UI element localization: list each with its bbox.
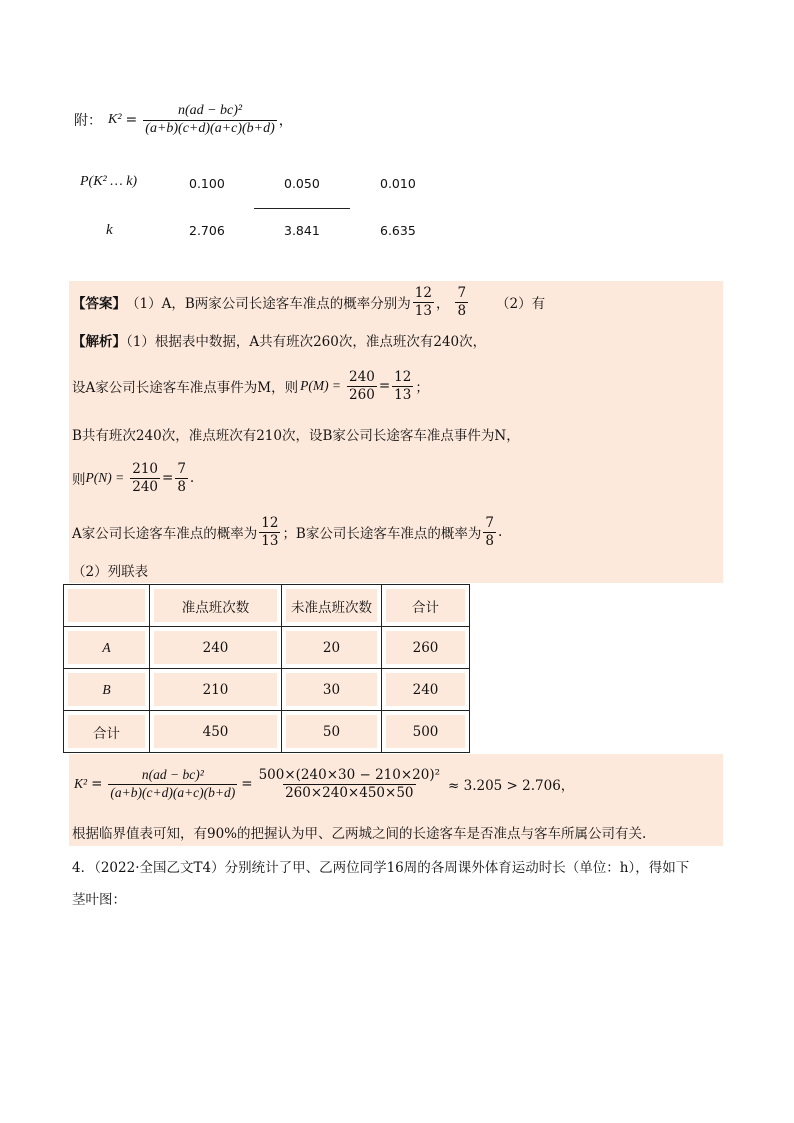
conclusion: 根据临界值表可知，有90%的把握认为甲、乙两城之间的长途客车是否准点与客车所属公司有关. — [72, 826, 647, 842]
row-label: 合计 — [68, 715, 145, 748]
header-cell: 合计 — [386, 589, 465, 622]
answer-label: 【答案】 — [72, 296, 126, 312]
p-label: P(K² … k) — [80, 174, 138, 189]
p-value-1: 0.100 — [189, 176, 225, 191]
k-label: k — [106, 222, 113, 238]
k-value-3: 6.635 — [380, 223, 416, 238]
p-value-3: 0.010 — [380, 176, 416, 191]
table-cell: 50 — [286, 715, 377, 748]
table-cell: 210 — [154, 673, 277, 706]
table-row — [64, 627, 470, 669]
table-cell: 30 — [286, 673, 377, 706]
formula-denominator: (a+b)(c+d)(a+c)(b+d) — [145, 120, 275, 136]
table-cell: 20 — [286, 631, 377, 664]
table-cell: 450 — [154, 715, 277, 748]
formula-fraction — [143, 104, 277, 136]
header-cell — [68, 589, 145, 622]
formula-numerator: n(ad − bc)² — [177, 103, 243, 118]
table-cell: 260 — [386, 631, 465, 664]
header-cell: 未准点班次数 — [286, 589, 377, 622]
analysis-line-4: 则 P(N) = $\frac{210}{240}$ = $\frac{7}{8}$ . — [72, 461, 195, 495]
analysis-line-6: （2）列联表 — [72, 564, 149, 580]
table-divider — [254, 208, 350, 209]
answer-part2: （2）有 — [496, 296, 546, 312]
formula-suffix: ， — [278, 113, 293, 130]
table-cell: 500 — [386, 715, 465, 748]
analysis-line-3: B共有班次240次，准点班次有210次，设B家公司长途客车准点事件为N， — [72, 428, 520, 444]
k-value-2: 3.841 — [284, 223, 320, 238]
analysis-line-5: A家公司长途客车准点的概率为 $\frac{12}{13}$ ；B家公司长途客车准点的概率为 $\frac{7}{8}$ . — [72, 515, 503, 549]
analysis-label: 【解析】 — [72, 334, 126, 350]
formula-prefix: 附： — [74, 113, 102, 130]
answer-line: 【答案】 （1）A，B两家公司长途客车准点的概率分别为 $\frac{12}{13}$ ， $\frac{7}{8}$ （2）有 — [72, 285, 546, 319]
answer-fraction-1: $\frac{12}{13}$ — [414, 285, 432, 319]
answer-part1: （1）A，B两家公司长途客车准点的概率分别为 — [126, 296, 411, 312]
analysis-line-2: 设A家公司长途客车准点事件为M，则 P(M) = $\frac{240}{260}$ = $\frac{12}{13}$ ； — [72, 369, 429, 403]
formula-lhs: K² — [108, 112, 122, 128]
table-row — [64, 711, 470, 753]
answer-fraction-2: $\frac{7}{8}$ — [457, 285, 467, 319]
table-cell: 240 — [154, 631, 277, 664]
k-value-1: 2.706 — [189, 223, 225, 238]
p-value-2: 0.050 — [284, 176, 320, 191]
table-header-row — [64, 585, 470, 627]
question-4-line-1: 4．（2022·全国乙文T4）分别统计了甲、乙两位同学16周的各周课外体育运动时长（单位：h），得如下 — [72, 860, 690, 876]
computation-line: K² = $\frac{\text{n(ad − bc)²}}{(a+b)(c+d)(a+c)(b+d)}$ = $\frac{\text{500×(240×30 − 210×20)²}}{260\times 240\times 450\times 50}$ ≈ 3.205 > 2.706， — [74, 767, 575, 801]
formula-line: 附： K² = $\frac{\text{n(ad − bc)²}}{(a+b)(c+d)(a+c)(b+d)}$ ， — [74, 103, 293, 136]
header-cell: 准点班次数 — [154, 589, 277, 622]
contingency-table — [63, 584, 470, 753]
question-4-line-2: 茎叶图： — [72, 892, 126, 908]
analysis-line-1: 【解析】（1）根据表中数据，A共有班次260次，准点班次有240次， — [72, 334, 487, 350]
row-label: B — [68, 673, 145, 706]
row-label: A — [68, 631, 145, 664]
table-cell: 240 — [386, 673, 465, 706]
table-row — [64, 669, 470, 711]
